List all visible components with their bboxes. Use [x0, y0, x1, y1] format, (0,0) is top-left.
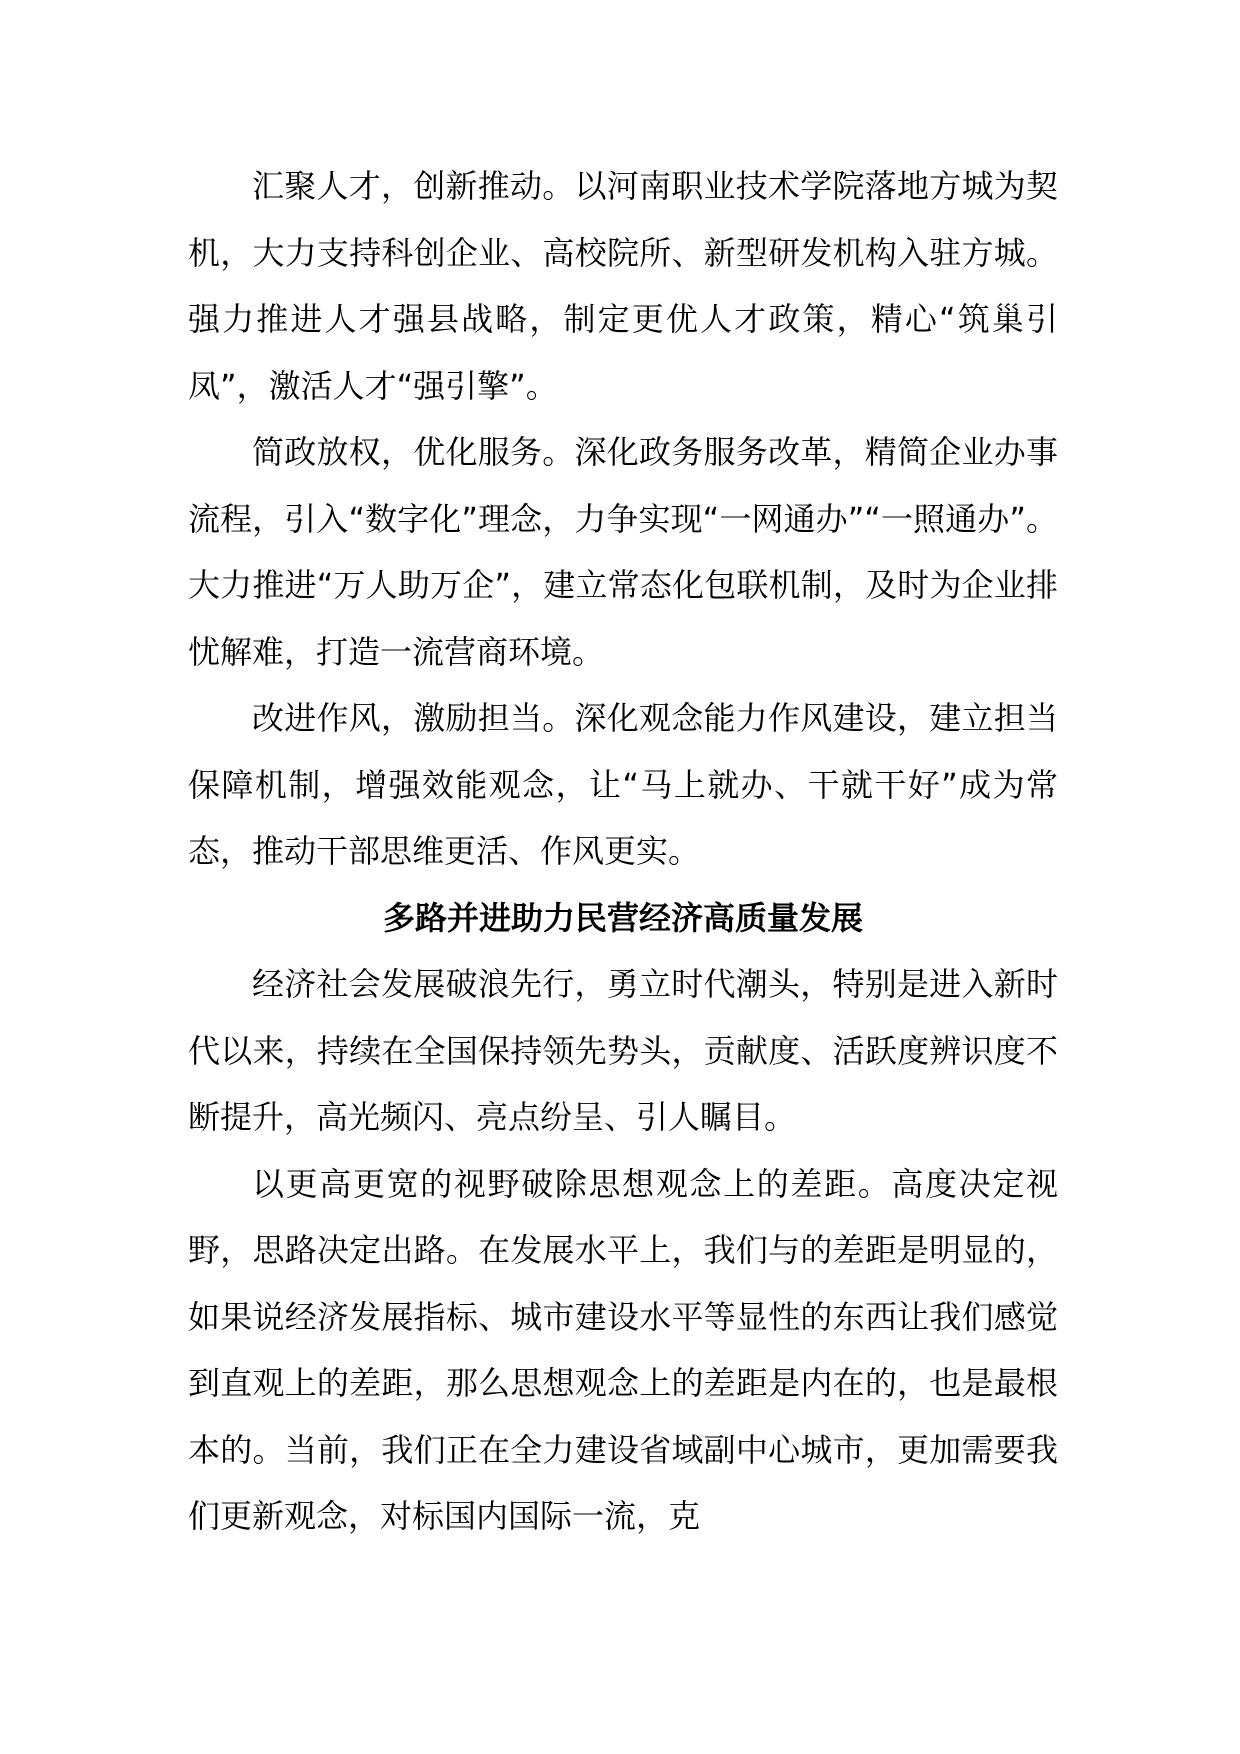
paragraph-talent: 汇聚人才，创新推动。以河南职业技术学院落地方城为契机，大力支持科创企业、高校院所、新型研发机构入驻方城。强力推进人才强县战略，制定更优人才政策，精心“筑巢引凤”，激活人才“强引擎”。	[188, 167, 1058, 405]
paragraph-style: 改进作风，激励担当。深化观念能力作风建设，建立担当保障机制，增强效能观念，让“马上就办、干就干好”成为常态，推动干部思维更活、作风更实。	[188, 699, 1058, 870]
paragraph-services: 简政放权，优化服务。深化政务服务改革，精简企业办事流程，引入“数字化”理念，力争实现“一网通办”“一照通办”。大力推进“万人助万企”，建立常态化包联机制，及时为企业排忧解难，打造一流营商环境。	[188, 433, 1058, 671]
document-body	[188, 153, 1058, 1550]
paragraph-development: 经济社会发展破浪先行，勇立时代潮头，特别是进入新时代以来，持续在全国保持领先势头，贡献度、活跃度辨识度不断提升，高光频闪、亮点纷呈、引人瞩目。	[188, 965, 1058, 1136]
paragraph-vision: 以更高更宽的视野破除思想观念上的差距。高度决定视野，思路决定出路。在发展水平上，我们与的差距是明显的，如果说经济发展指标、城市建设水平等显性的东西让我们感觉到直观上的差距，那么思想观念上的差距是内在的，也是最根本的。当前，我们正在全力建设省域副中心城市，更加需要我们更新观念，对标国内国际一流，克	[188, 1164, 1058, 1535]
section-heading: 多路并进助力民营经济高质量发展	[382, 898, 863, 937]
